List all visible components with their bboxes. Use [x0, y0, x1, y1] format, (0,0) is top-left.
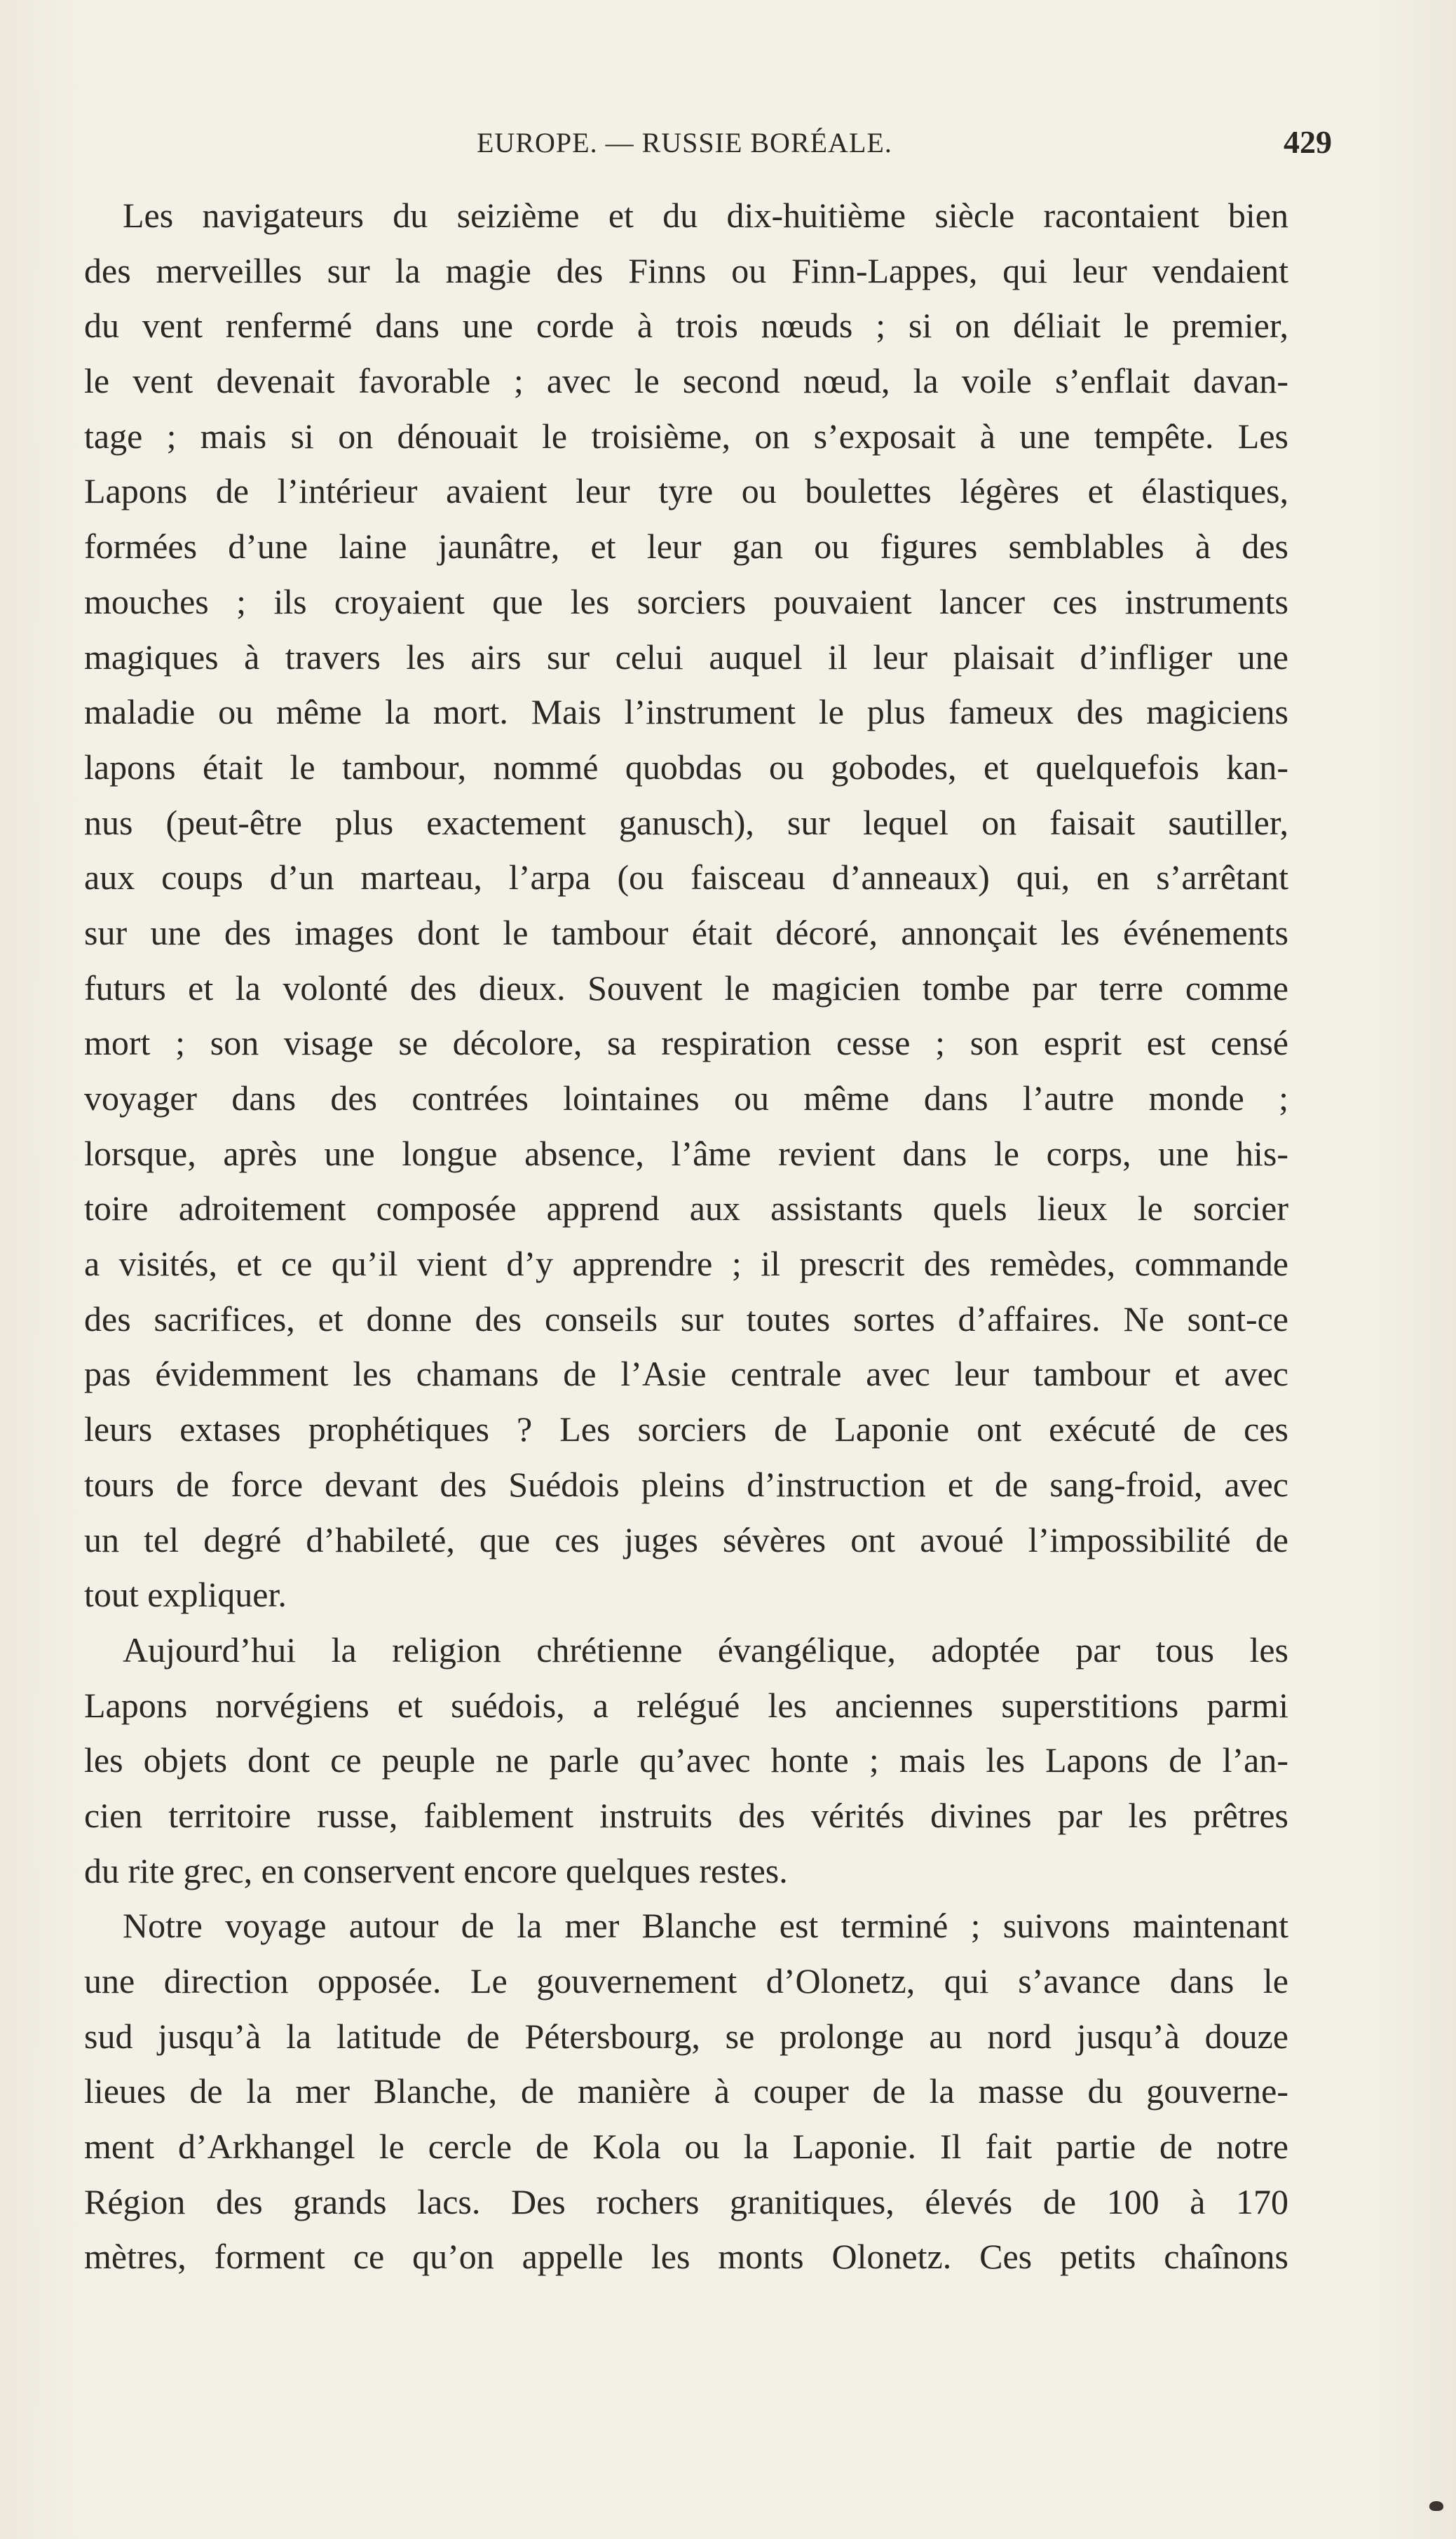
text-line: mètres, forment ce qu’on appelle les monts Olonetz. Ces petits chaînons: [84, 2237, 1288, 2277]
text-line: mort ; son visage se décolore, sa respiration cesse ; son esprit est censé: [84, 1023, 1288, 1063]
text-line: Région des grands lacs. Des rochers granitiques, élevés de 100 à 170: [84, 2181, 1288, 2221]
text-line: les objets dont ce peuple ne parle qu’avec honte ; mais les Lapons de l’an-: [84, 1740, 1288, 1780]
text-line: Aujourd’hui la religion chrétienne évangélique, adoptée par tous les: [123, 1630, 1288, 1670]
text-line: Notre voyage autour de la mer Blanche est terminé ; suivons maintenant: [123, 1906, 1288, 1946]
text-line: cien territoire russe, faiblement instruits des vérités divines par les prêtres: [84, 1795, 1288, 1835]
text-line: tout expliquer.: [84, 1575, 287, 1615]
page-header: [84, 126, 1332, 168]
text-line: Lapons norvégiens et suédois, a relégué les anciennes superstitions parmi: [84, 1685, 1288, 1725]
text-line: un tel degré d’habileté, que ces juges sévères ont avoué l’impossibilité de: [84, 1519, 1288, 1559]
text-line: a visités, et ce qu’il vient d’y apprendre ; il prescrit des remèdes, commande: [84, 1244, 1288, 1284]
paragraph-olonetz: [84, 1898, 1288, 2284]
text-line: le vent devenait favorable ; avec le second nœud, la voile s’enflait davan-: [84, 361, 1288, 401]
text-line: du rite grec, en conservent encore quelques restes.: [84, 1850, 788, 1890]
text-line: sud jusqu’à la latitude de Pétersbourg, se prolonge au nord jusqu’à douze: [84, 2016, 1288, 2056]
body-text: [84, 188, 1288, 2284]
text-line: pas évidemment les chamans de l’Asie centrale avec leur tambour et avec: [84, 1354, 1288, 1394]
text-line: des merveilles sur la magie des Finns ou Finn-Lappes, qui leur vendaient: [84, 250, 1288, 290]
text-line: mouches ; ils croyaient que les sorciers pouvaient lancer ces instruments: [84, 581, 1288, 621]
text-line: magiques à travers les airs sur celui auquel il leur plaisait d’infliger une: [84, 637, 1288, 677]
paragraph-religion: [84, 1623, 1288, 1898]
text-line: nus (peut-être plus exactement ganusch), sur lequel on faisait sautiller,: [84, 802, 1288, 842]
text-line: aux coups d’un marteau, l’arpa (ou faisceau d’anneaux) qui, en s’arrêtant: [84, 858, 1288, 898]
text-line: lapons était le tambour, nommé quobdas ou gobodes, et quelquefois kan-: [84, 747, 1288, 787]
text-line: une direction opposée. Le gouvernement d’Olonetz, qui s’avance dans le: [84, 1961, 1288, 2000]
text-line: futurs et la volonté des dieux. Souvent le magicien tombe par terre comme: [84, 968, 1288, 1008]
text-line: maladie ou même la mort. Mais l’instrument le plus fameux des magiciens: [84, 692, 1288, 732]
text-line: tours de force devant des Suédois pleins d’instruction et de sang-froid, avec: [84, 1464, 1288, 1504]
text-line: lieues de la mer Blanche, de manière à couper de la masse du gouverne-: [84, 2071, 1288, 2111]
text-line: leurs extases prophétiques ? Les sorciers de Laponie ont exécuté de ces: [84, 1409, 1288, 1449]
text-line: Lapons de l’intérieur avaient leur tyre ou boulettes légères et élastiques,: [84, 471, 1288, 511]
paragraph-magic: [84, 188, 1288, 1623]
text-line: sur une des images dont le tambour était décoré, annonçait les événements: [84, 912, 1288, 952]
text-line: des sacrifices, et donne des conseils sur toutes sortes d’affaires. Ne sont-ce: [84, 1299, 1288, 1339]
text-line: tage ; mais si on dénouait le troisième, on s’exposait à une tempête. Les: [84, 416, 1288, 456]
page-number: 429: [1284, 124, 1332, 160]
text-line: voyager dans des contrées lointaines ou même dans l’autre monde ;: [84, 1078, 1288, 1118]
text-line: ment d’Arkhangel le cercle de Kola ou la Laponie. Il fait partie de notre: [84, 2127, 1288, 2167]
ink-speck: [1429, 2501, 1443, 2511]
text-line: formées d’une laine jaunâtre, et leur gan ou figures semblables à des: [84, 527, 1288, 567]
running-head: EUROPE. — RUSSIE BORÉALE.: [477, 127, 892, 158]
text-line: lorsque, après une longue absence, l’âme revient dans le corps, une his-: [84, 1133, 1288, 1173]
text-line: du vent renfermé dans une corde à trois nœuds ; si on déliait le premier,: [84, 306, 1288, 346]
text-line: toire adroitement composée apprend aux assistants quels lieux le sorcier: [84, 1189, 1288, 1228]
text-line: Les navigateurs du seizième et du dix-huitième siècle racontaient bien: [123, 196, 1288, 235]
